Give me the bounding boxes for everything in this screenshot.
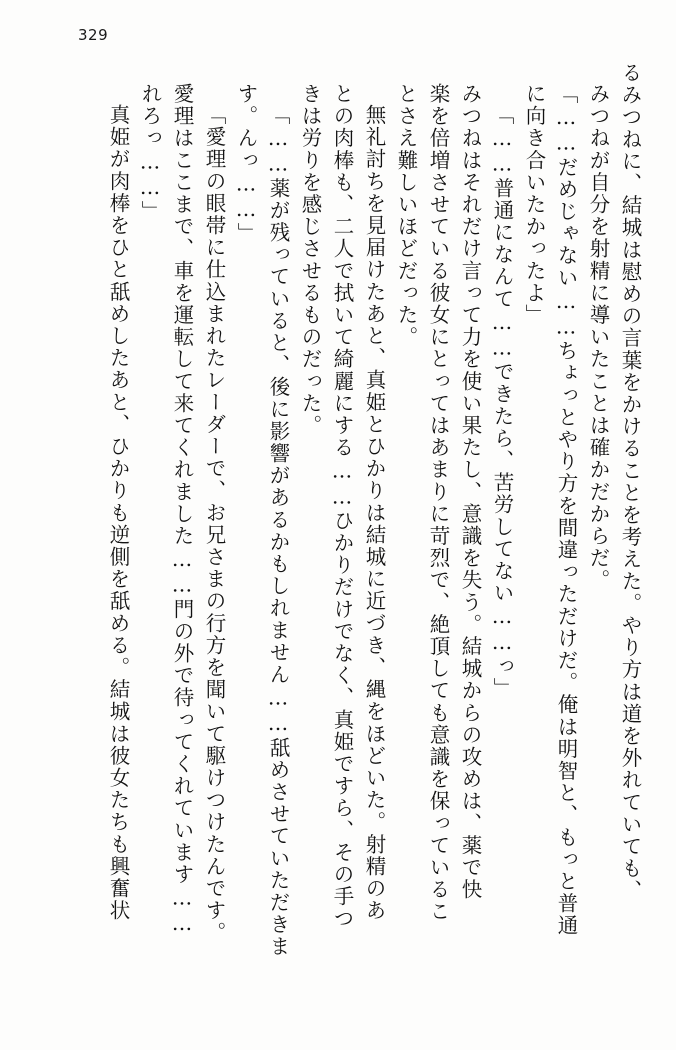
page-number: 329 [78,26,109,44]
text-column: 「……薬が残っていると、後に影響があるかもしれません……舐めさせていただきま [266,104,290,958]
text-column: に向き合いたかったよ」 [522,83,546,327]
text-column: みつねはそれだけ言って力を使い果たし、意識を失う。結城からの攻めは、薬で快 [458,83,482,901]
text-column: れろっ……」 [138,83,162,223]
text-column: 真姫が肉棒をひと舐めしたあと、ひかりも逆側を舐める。結城は彼女たちも興奮状 [106,104,130,922]
text-column: 無礼討ちを見届けたあと、真姫とひかりは結城に近づき、縄をほどいた。射精のあ [362,104,386,922]
text-column: 「……だめじゃない……ちょっとやり方を間違っただけだ。俺は明智と、もっと普通 [554,83,578,937]
text-column: 愛理はここまで、車を運転して来てくれました……門の外で待ってくれています…… [170,83,194,937]
text-column: との肉棒も、二人で拭いて綺麗にする……ひかりだけでなく、真姫ですら、その手つ [330,83,354,930]
text-column: とさえ難しいほどだった。 [394,83,418,349]
text-column: みつねが自分を射精に導いたことは確かだからだ。 [586,83,610,592]
text-column: きは労りを感じさせるものだった。 [298,83,322,437]
text-column: 楽を倍増させている彼女にとってはあまりに苛烈で、絶頂しても意識を保っているこ [426,83,450,923]
text-column: 「……普通になんて……できたら、苦労してない……っ」 [490,104,514,700]
text-column: るみつねに、結城は慰めの言葉をかけることを考えた。やり方は道を外れていても、 [618,62,642,902]
text-column: す。んっ……」 [234,83,258,245]
text-column: 「愛理の眼帯に仕込まれたレーダーで、お兄さまの行方を聞いて駆けつけたんです。 [202,104,226,944]
vertical-text-body [40,62,640,1017]
